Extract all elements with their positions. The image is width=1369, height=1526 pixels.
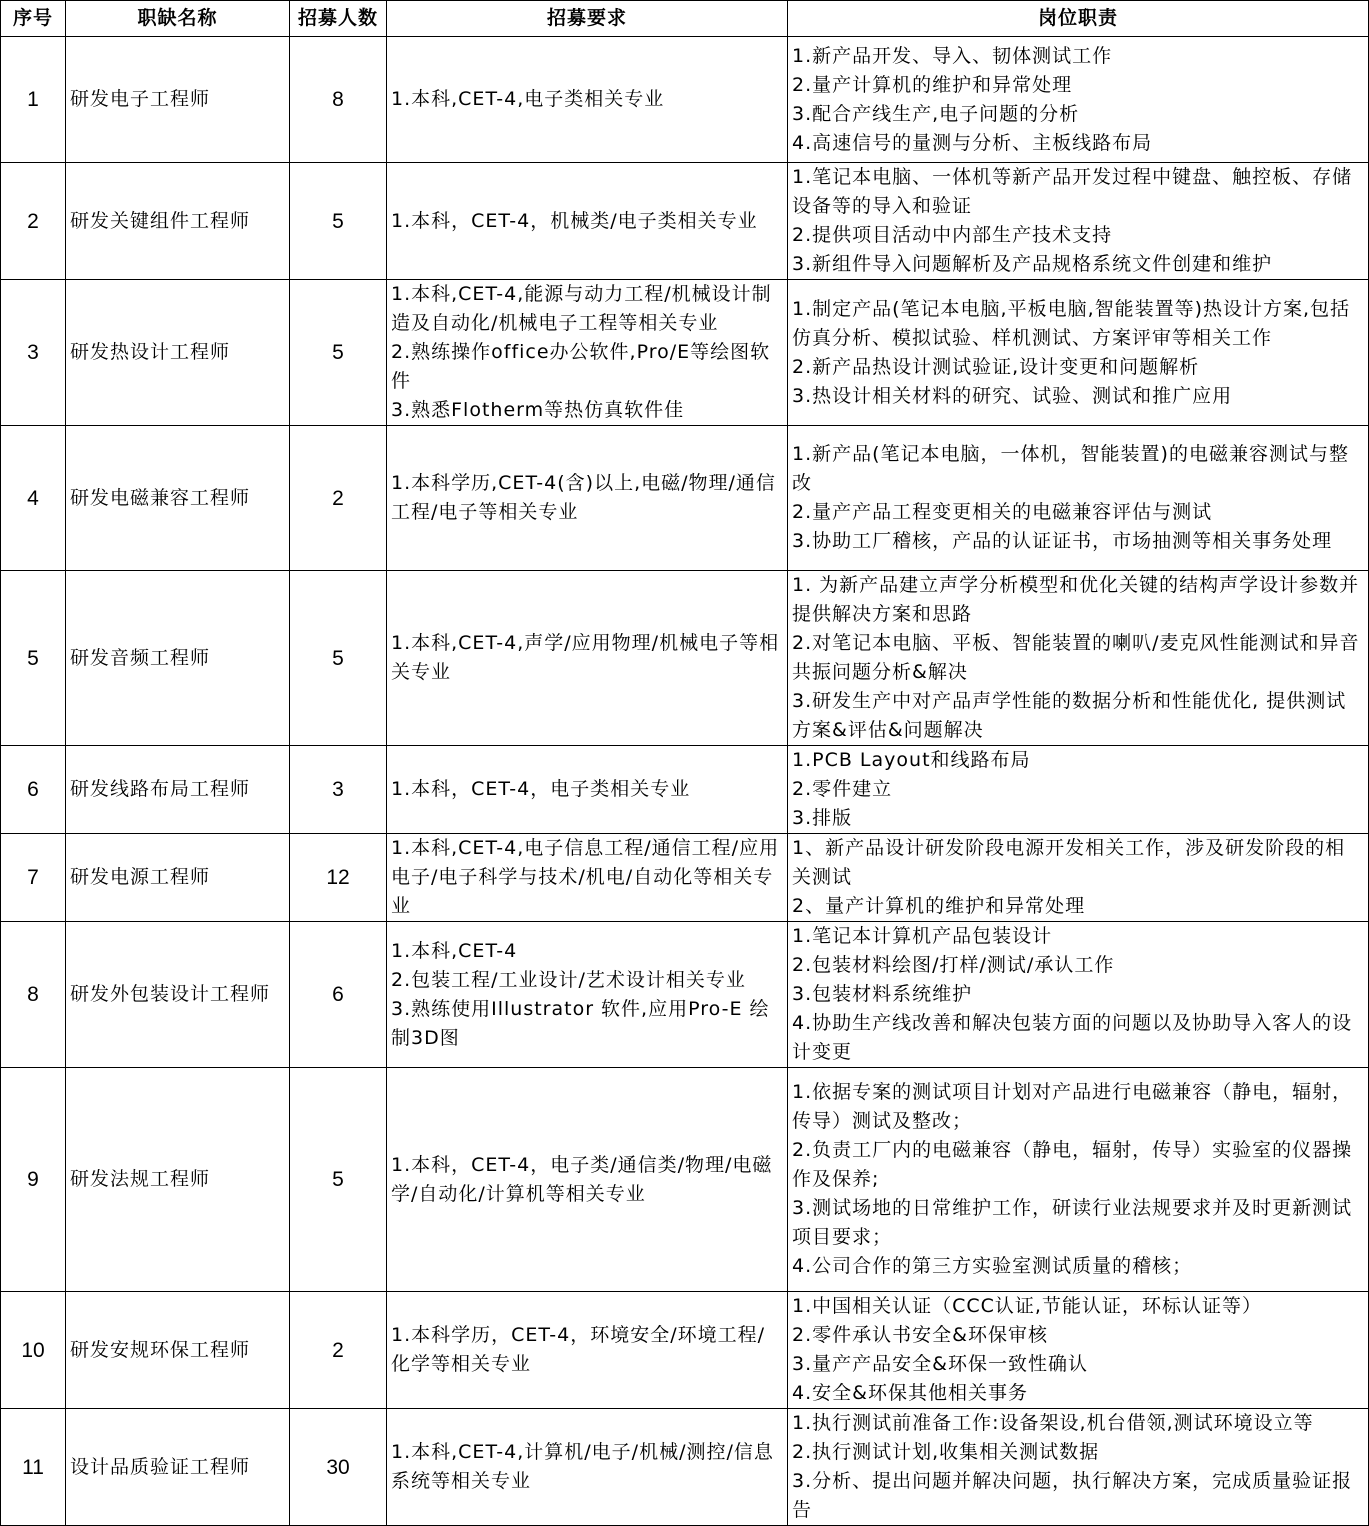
responsibility-item: 3.测试场地的日常维护工作，研读行业法规要求并及时更新测试项目要求； — [792, 1197, 1353, 1248]
requirement-item: 1.本科,CET-4,计算机/电子/机械/测控/信息系统等相关专业 — [391, 1441, 774, 1492]
responsibility-item: 3.包装材料系统维护 — [792, 983, 973, 1005]
responsibility-item: 3.量产产品安全&环保一致性确认 — [792, 1353, 1088, 1375]
row-requirements — [387, 746, 788, 834]
responsibility-item: 2.提供项目活动中内部生产技术支持 — [792, 224, 1113, 246]
row-responsibilities — [788, 163, 1369, 280]
responsibility-item: 1.依据专案的测试项目计划对产品进行电磁兼容（静电，辐射，传导）测试及整改； — [792, 1081, 1353, 1132]
row-serial-number: 8 — [1, 922, 66, 1068]
responsibility-item: 3.热设计相关材料的研究、试验、测试和推广应用 — [792, 384, 1233, 407]
row-serial-number: 4 — [1, 426, 66, 571]
row-position-name: 研发音频工程师 — [66, 571, 290, 746]
responsibility-item: 1.PCB Layout和线路布局 — [792, 749, 1031, 771]
row-headcount: 5 — [290, 280, 387, 426]
row-requirements — [387, 571, 788, 746]
row-position-name: 研发电源工程师 — [66, 834, 290, 922]
responsibility-item: 2.零件承认书安全&环保审核 — [792, 1324, 1048, 1346]
responsibility-item: 3.分析、提出问题并解决问题，执行解决方案，完成质量验证报告 — [792, 1470, 1353, 1521]
responsibility-item: 1. 为新产品建立声学分析模型和优化关键的结构声学设计参数并提供解决方案和思路 — [792, 574, 1360, 625]
requirement-item: 1.本科,CET-4,声学/应用物理/机械电子等相关专业 — [391, 632, 780, 683]
responsibility-item: 1.笔记本电脑、一体机等新产品开发过程中键盘、触控板、存储设备等的导入和验证 — [792, 166, 1353, 217]
row-requirements — [387, 834, 788, 922]
row-serial-number: 5 — [1, 571, 66, 746]
responsibility-item: 2.量产计算机的维护和异常处理 — [792, 73, 1073, 96]
row-responsibilities — [788, 1409, 1369, 1526]
row-requirements — [387, 280, 788, 426]
requirement-item: 1.本科，CET-4，机械类/电子类相关专业 — [391, 209, 758, 232]
table-row — [1, 746, 1369, 834]
responsibility-item: 4.高速信号的量测与分析、主板线路布局 — [792, 131, 1153, 154]
responsibility-item: 2.包装材料绘图/打样/测试/承认工作 — [792, 954, 1115, 976]
responsibility-item: 1、新产品设计研发阶段电源开发相关工作，涉及研发阶段的相关测试 — [792, 837, 1346, 888]
requirement-item: 2.包装工程/工业设计/艺术设计相关专业 — [391, 968, 746, 991]
row-headcount: 2 — [290, 426, 387, 571]
row-position-name: 研发安规环保工程师 — [66, 1292, 290, 1409]
table-row — [1, 922, 1369, 1068]
row-serial-number: 9 — [1, 1068, 66, 1292]
row-responsibilities — [788, 1292, 1369, 1409]
responsibility-item: 1.中国相关认证（CCC认证,节能认证，环标认证等） — [792, 1295, 1262, 1317]
responsibility-item: 3.排版 — [792, 807, 853, 829]
row-responsibilities — [788, 37, 1369, 163]
row-position-name: 研发线路布局工程师 — [66, 746, 290, 834]
requirement-item: 1.本科,CET-4,电子类相关专业 — [391, 88, 665, 110]
row-position-name: 研发热设计工程师 — [66, 280, 290, 426]
row-serial-number: 3 — [1, 280, 66, 426]
requirement-item: 1.本科，CET-4，电子类/通信类/物理/电磁学/自动化/计算机等相关专业 — [391, 1153, 773, 1205]
requirement-item: 1.本科,CET-4,能源与动力工程/机械设计制造及自动化/机械电子工程等相关专业 — [391, 283, 772, 334]
row-headcount: 6 — [290, 922, 387, 1068]
row-responsibilities — [788, 426, 1369, 571]
header-responsibilities: 岗位职责 — [788, 1, 1369, 37]
responsibility-item: 2.执行测试计划,收集相关测试数据 — [792, 1441, 1100, 1463]
requirement-item: 3.熟练使用Illustrator 软件,应用Pro-E 绘制3D图 — [391, 997, 770, 1049]
table-row — [1, 571, 1369, 746]
row-serial-number: 1 — [1, 37, 66, 163]
responsibility-item: 3.研发生产中对产品声学性能的数据分析和性能优化, 提供测试方案&评估&问题解决 — [792, 690, 1347, 741]
header-headcount: 招募人数 — [290, 1, 387, 37]
table-row — [1, 834, 1369, 922]
row-serial-number: 11 — [1, 1409, 66, 1526]
row-headcount: 5 — [290, 163, 387, 280]
header-requirements: 招募要求 — [387, 1, 788, 37]
row-responsibilities — [788, 571, 1369, 746]
row-responsibilities — [788, 746, 1369, 834]
responsibility-item: 3.协助工厂稽核，产品的认证证书，市场抽测等相关事务处理 — [792, 530, 1333, 552]
row-serial-number: 6 — [1, 746, 66, 834]
responsibility-item: 2.零件建立 — [792, 778, 893, 800]
responsibility-item: 3.配合产线生产,电子问题的分析 — [792, 102, 1080, 125]
requirement-item: 1.本科,CET-4 — [391, 939, 518, 962]
table-row — [1, 1409, 1369, 1526]
responsibility-item: 3.新组件导入问题解析及产品规格系统文件创建和维护 — [792, 253, 1273, 275]
requirement-item: 1.本科，CET-4，电子类相关专业 — [391, 778, 691, 800]
row-responsibilities — [788, 834, 1369, 922]
requirement-item: 1.本科,CET-4,电子信息工程/通信工程/应用电子/电子科学与技术/机电/自动化等相关专业 — [391, 837, 780, 917]
row-serial-number: 7 — [1, 834, 66, 922]
table-row — [1, 426, 1369, 571]
row-requirements — [387, 1409, 788, 1526]
row-headcount: 12 — [290, 834, 387, 922]
row-responsibilities — [788, 1068, 1369, 1292]
row-headcount: 5 — [290, 571, 387, 746]
row-position-name: 研发法规工程师 — [66, 1068, 290, 1292]
responsibility-item: 4.协助生产线改善和解决包装方面的问题以及协助导入客人的设计变更 — [792, 1012, 1353, 1063]
table-body — [1, 37, 1369, 1526]
row-responsibilities — [788, 280, 1369, 426]
row-requirements — [387, 37, 788, 163]
table-row — [1, 280, 1369, 426]
responsibility-item: 1.执行测试前准备工作:设备架设,机台借领,测试环境设立等 — [792, 1412, 1314, 1434]
row-position-name: 研发外包装设计工程师 — [66, 922, 290, 1068]
row-serial-number: 2 — [1, 163, 66, 280]
requirement-item: 1.本科学历，CET-4，环境安全/环境工程/化学等相关专业 — [391, 1324, 766, 1375]
row-headcount: 3 — [290, 746, 387, 834]
responsibility-item: 1.新产品开发、导入、韧体测试工作 — [792, 44, 1113, 67]
table-row — [1, 37, 1369, 163]
responsibility-item: 2.新产品热设计测试验证,设计变更和问题解析 — [792, 355, 1200, 378]
row-position-name: 研发关键组件工程师 — [66, 163, 290, 280]
requirement-item: 1.本科学历,CET-4(含)以上,电磁/物理/通信工程/电子等相关专业 — [391, 472, 776, 523]
responsibility-item: 1.制定产品(笔记本电脑,平板电脑,智能装置等)热设计方案,包括仿真分析、模拟试验、样机测试、方案评审等相关工作 — [792, 297, 1351, 349]
responsibility-item: 4.安全&环保其他相关事务 — [792, 1382, 1028, 1404]
header-serial-number: 序号 — [1, 1, 66, 37]
table-row — [1, 163, 1369, 280]
responsibility-item: 1.新产品(笔记本电脑，一体机，智能装置)的电磁兼容测试与整改 — [792, 443, 1349, 494]
row-position-name: 研发电子工程师 — [66, 37, 290, 163]
row-headcount: 30 — [290, 1409, 387, 1526]
table-header-row — [1, 1, 1369, 37]
responsibility-item: 2.对笔记本电脑、平板、智能装置的喇叭/麦克风性能测试和异音共振问题分析&解决 — [792, 632, 1360, 683]
table-row — [1, 1068, 1369, 1292]
row-position-name: 设计品质验证工程师 — [66, 1409, 290, 1526]
row-headcount: 2 — [290, 1292, 387, 1409]
responsibility-item: 1.笔记本计算机产品包装设计 — [792, 925, 1053, 947]
table-row — [1, 1292, 1369, 1409]
row-requirements — [387, 922, 788, 1068]
row-requirements — [387, 163, 788, 280]
row-requirements — [387, 426, 788, 571]
responsibility-item: 2.负责工厂内的电磁兼容（静电，辐射，传导）实验室的仪器操作及保养; — [792, 1139, 1353, 1190]
row-headcount: 5 — [290, 1068, 387, 1292]
row-serial-number: 10 — [1, 1292, 66, 1409]
header-position-name: 职缺名称 — [66, 1, 290, 37]
row-headcount: 8 — [290, 37, 387, 163]
responsibility-item: 2.量产产品工程变更相关的电磁兼容评估与测试 — [792, 501, 1213, 523]
row-requirements — [387, 1068, 788, 1292]
responsibility-item: 4.公司合作的第三方实验室测试质量的稽核； — [792, 1255, 1193, 1277]
requirement-item: 2.熟练操作office办公软件,Pro/E等绘图软件 — [391, 341, 771, 392]
row-responsibilities — [788, 922, 1369, 1068]
row-requirements — [387, 1292, 788, 1409]
row-position-name: 研发电磁兼容工程师 — [66, 426, 290, 571]
requirement-item: 3.熟悉Flotherm等热仿真软件佳 — [391, 399, 685, 421]
responsibility-item: 2、量产计算机的维护和异常处理 — [792, 895, 1086, 917]
